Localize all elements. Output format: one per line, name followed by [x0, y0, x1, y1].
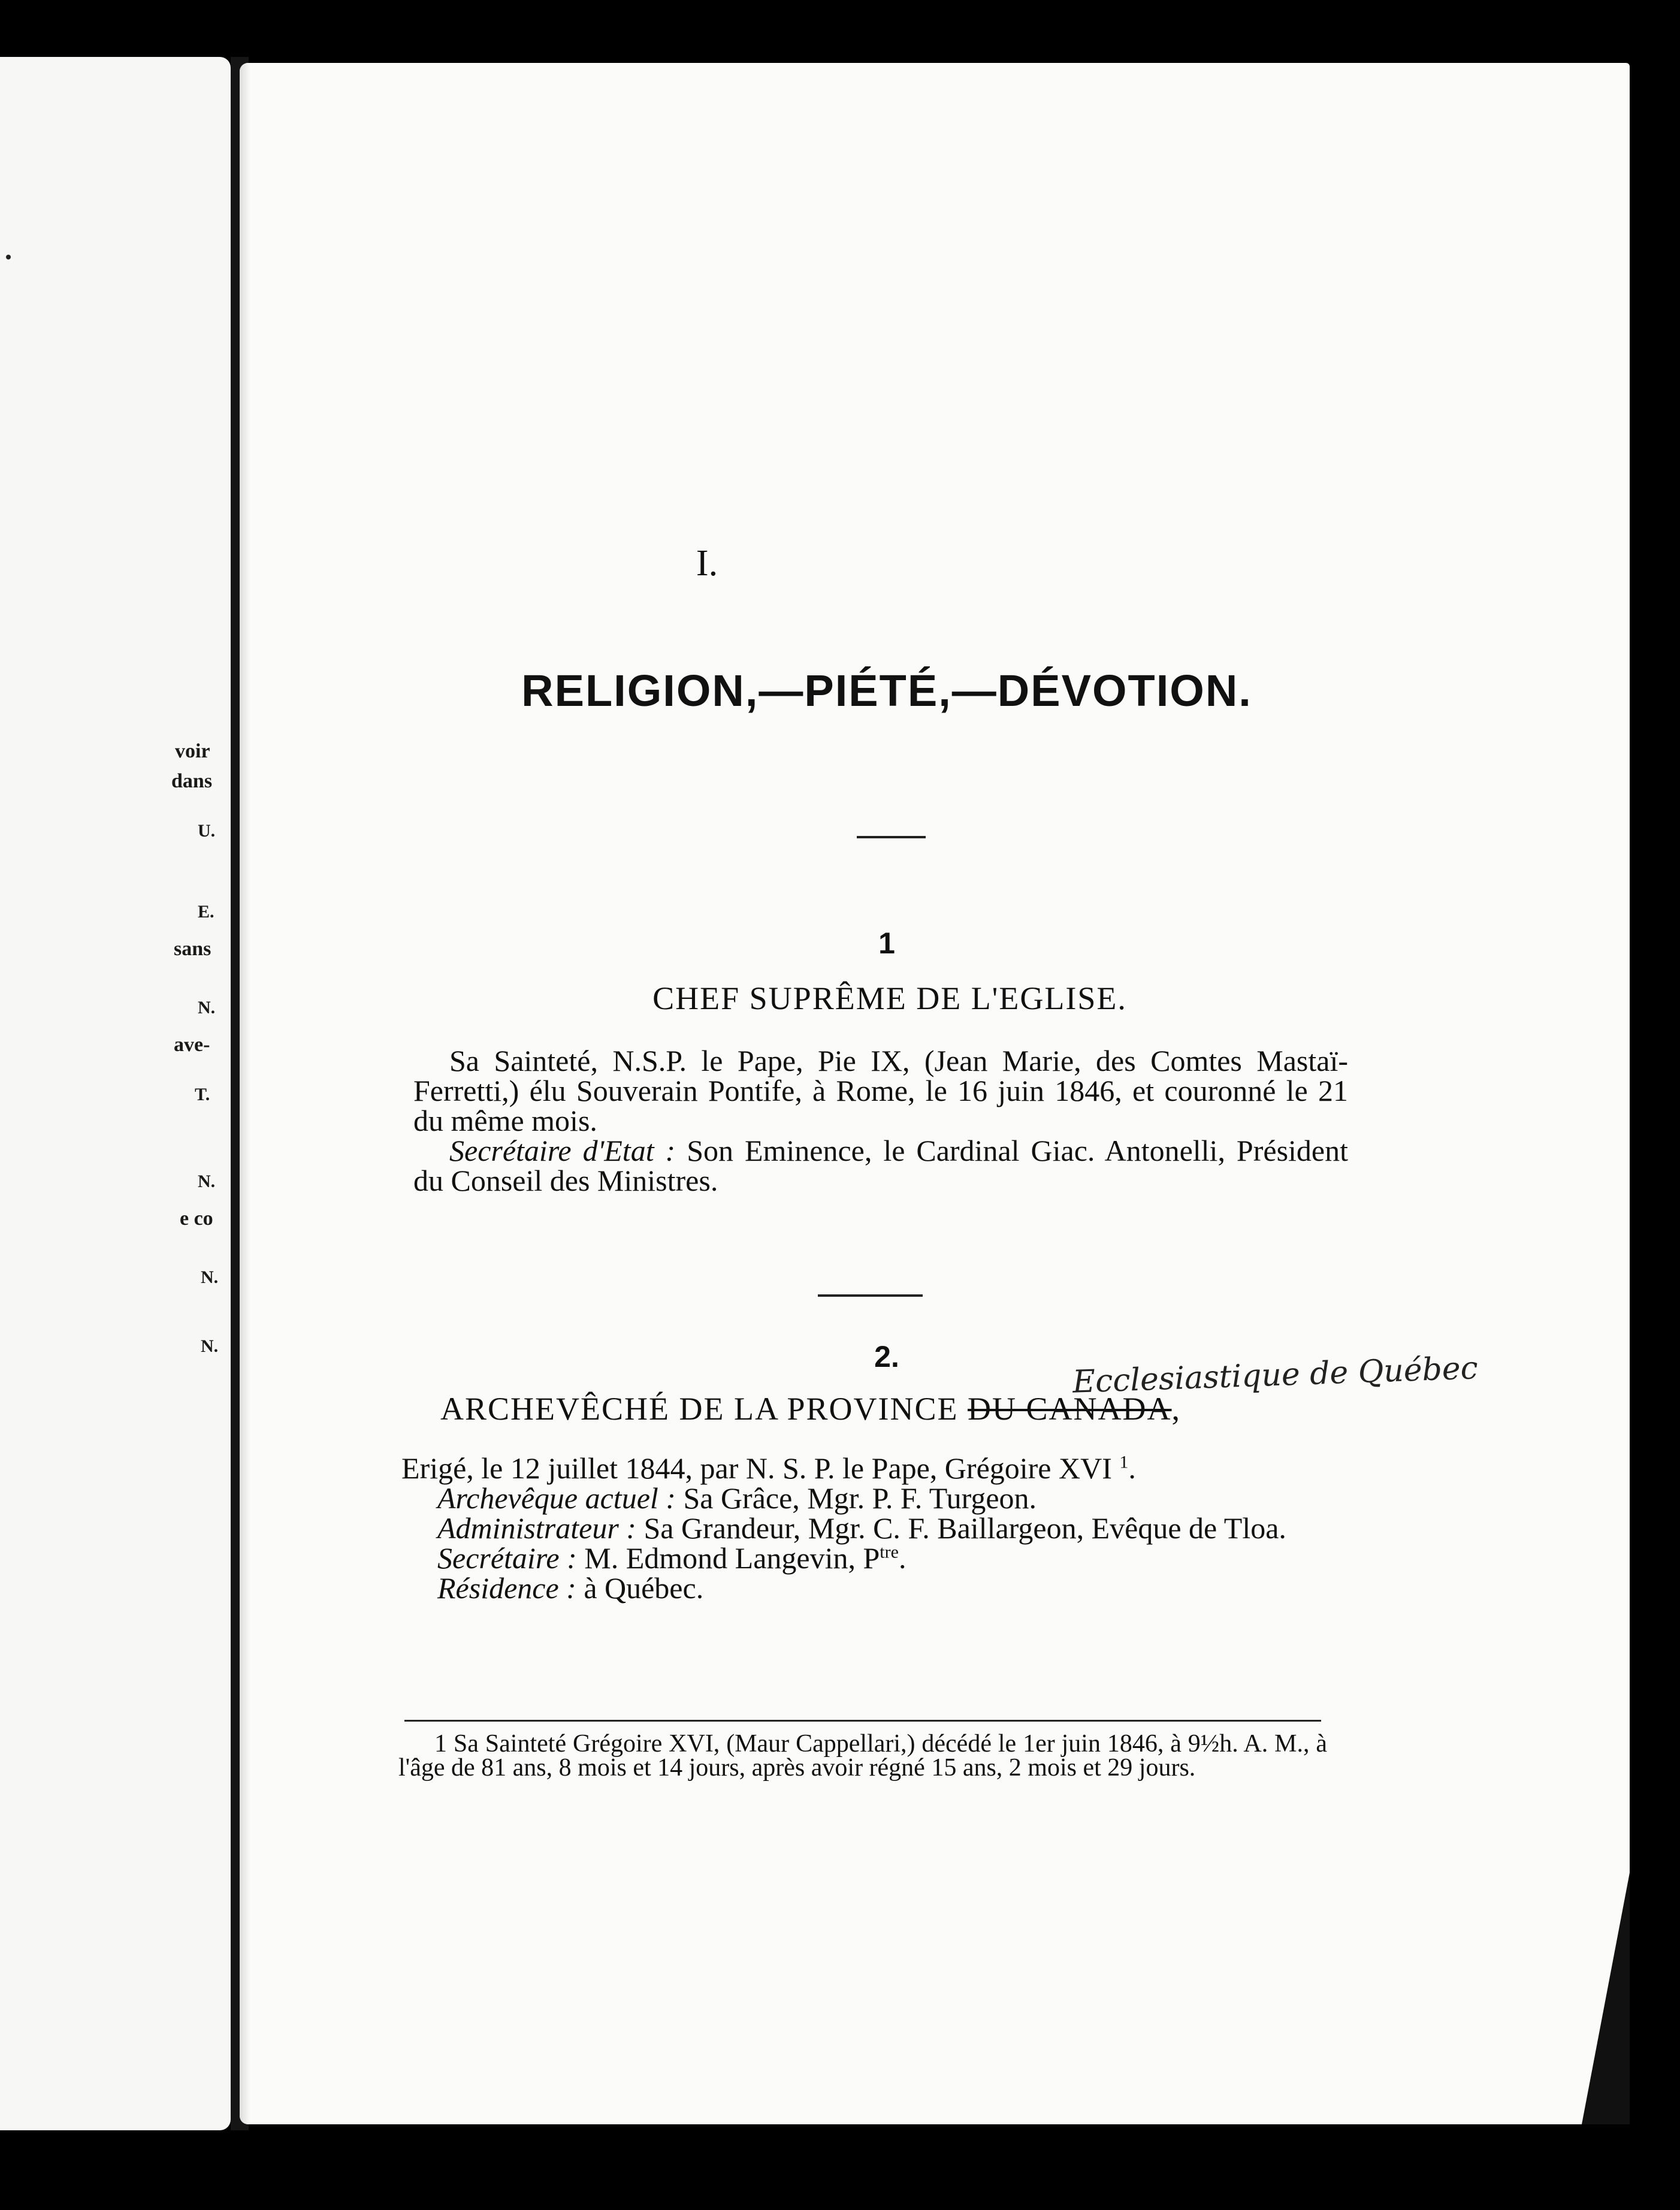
entry-paragraph: [401, 1483, 1342, 1513]
field-label: Administrateur :: [437, 1511, 636, 1545]
previous-page-text: T.: [195, 1085, 210, 1104]
entry-paragraph: Erigé, le 12 juillet 1844, par N. S. P. le Pape, Grégoire XVI $^1$.: [401, 1451, 1136, 1485]
entry-paragraph: [413, 1136, 1348, 1195]
previous-page-text: N.: [201, 1336, 219, 1356]
field-label: Secrétaire d'Etat :: [449, 1134, 676, 1167]
entry-number: 2.: [874, 1340, 899, 1373]
entry-heading-end: ,: [1171, 1391, 1182, 1427]
field-value: M. Edmond Langevin, P: [584, 1541, 880, 1575]
entry-paragraph: Secrétaire : M. Edmond Langevin, $P^{tre}$.: [437, 1541, 907, 1575]
previous-page-text: N.: [198, 998, 216, 1018]
previous-page-text: ave-: [174, 1034, 210, 1056]
previous-page-text: U.: [198, 821, 216, 841]
divider: [818, 1294, 923, 1297]
field-value: Son Eminence, le Cardinal Giac. Antonelli, Président du Conseil des Ministres.: [413, 1134, 1348, 1197]
field-label: Archevêque actuel :: [437, 1481, 676, 1515]
field-label: Résidence :: [437, 1571, 576, 1605]
struck-text: DU CANADA: [968, 1391, 1172, 1427]
previous-page-text: sans: [174, 938, 211, 960]
entry-paragraph: Sa Sainteté, N.S.P. le Pape, Pie IX, (Jean Marie, des Comtes Mastaï-Ferretti,) élu Souverain Pontife, à Rome, le 16 juin 1846, et couronné le 21 du même mois.: [413, 1044, 1348, 1137]
footnote: [398, 1732, 1327, 1780]
entry-heading: CHEF SUPRÊME DE L'EGLISE.: [652, 980, 1127, 1016]
field-value: Sa Grandeur, Mgr. C. F. Baillargeon, Evêque de Tloa.: [643, 1511, 1286, 1545]
handwritten-annotation: Ecclesiastique de Québec: [1072, 1350, 1479, 1400]
entry-body: [413, 1046, 1348, 1195]
previous-page-text: voir: [175, 740, 210, 762]
spine-shadow: [240, 63, 250, 2124]
section-number: I.: [696, 543, 718, 584]
previous-page-text: e co: [180, 1207, 213, 1230]
page-corner-fold: [1582, 1873, 1630, 2124]
previous-page-text: N.: [201, 1267, 219, 1287]
divider: [857, 836, 926, 838]
previous-page-text: dans: [171, 770, 213, 792]
entry-paragraph: [401, 1513, 1342, 1543]
section-title: RELIGION,—PIÉTÉ,—DÉVOTION.: [521, 666, 1252, 715]
field-value: Sa Grâce, Mgr. P. F. Turgeon.: [683, 1481, 1037, 1515]
footnote-text: 1 Sa Sainteté Grégoire XVI, (Maur Cappellari,) décédé le 1er juin 1846, à 9½h. A. M., à l'âge de 81 ans, 8 mois et 14 jours, après avoir régné 15 ans, 2 mois et 29 jours.: [398, 1730, 1327, 1782]
entry-number: 1: [878, 926, 895, 960]
entry-paragraph: [401, 1573, 1342, 1603]
entry-heading-main: ARCHEVÊCHÉ DE LA PROVINCE: [440, 1391, 959, 1427]
previous-page-text: N.: [198, 1172, 216, 1191]
footnote-rule: [404, 1720, 1321, 1722]
entry-heading: [440, 1390, 1181, 1427]
entry-body: [401, 1453, 1342, 1603]
ink-speck: [6, 255, 11, 259]
field-value: à Québec.: [584, 1571, 704, 1605]
footnote-ref: 1: [1119, 1452, 1129, 1472]
previous-page-fragment: [0, 57, 231, 2130]
field-label: Secrétaire :: [437, 1541, 577, 1575]
previous-page-text: E.: [198, 902, 214, 922]
